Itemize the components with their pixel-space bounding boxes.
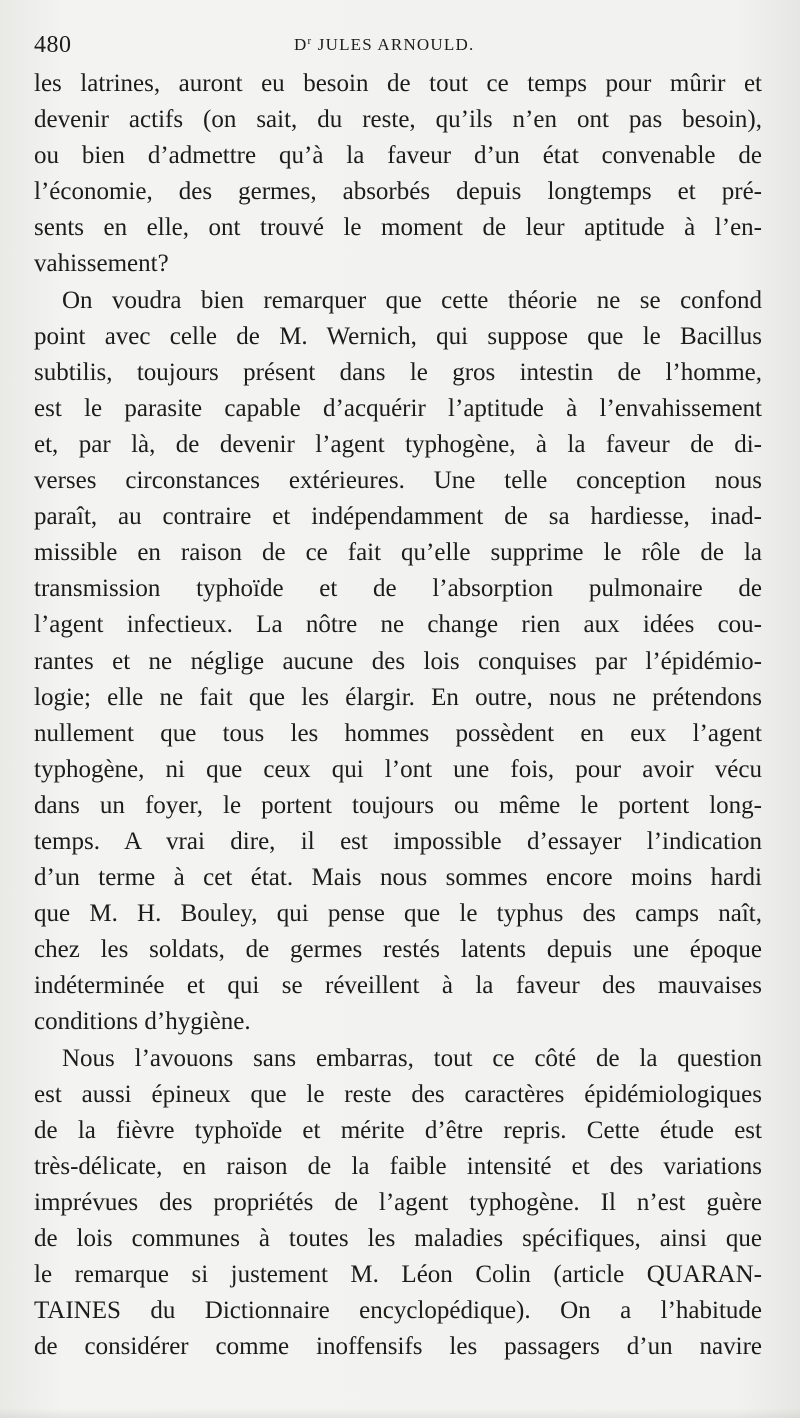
- text-line: le remarque si justement M. Léon Colin (article QUARAN-: [34, 1261, 762, 1289]
- text-line: missible en raison de ce fait qu’elle supprime le rôle de la: [34, 539, 762, 567]
- text-line: de la fièvre typhoïde et mérite d’être repris. Cette étude est: [34, 1116, 762, 1144]
- text-line: nullement que tous les hommes possèdent en eux l’agent: [34, 719, 762, 747]
- text-line: rantes et ne néglige aucune des lois conquises par l’épidémio-: [34, 647, 762, 675]
- text-line: point avec celle de M. Wernich, qui suppose que le Bacillus: [34, 322, 762, 350]
- text-line: l’agent infectieux. La nôtre ne change rien aux idées cou-: [34, 611, 762, 639]
- author-name: JULES ARNOULD.: [312, 35, 475, 54]
- text-line: conditions d’hygiène.: [34, 1008, 251, 1036]
- text-line: d’un terme à cet état. Mais nous sommes encore moins hardi: [34, 864, 762, 892]
- text-line: temps. A vrai dire, il est impossible d’essayer l’indication: [34, 827, 762, 855]
- text-line: TAINES du Dictionnaire encyclopédique). On a l’habitude: [34, 1297, 762, 1325]
- text-line: On voudra bien remarquer que cette théorie ne se confond: [62, 286, 762, 314]
- text-line: que M. H. Bouley, qui pense que le typhus des camps naît,: [34, 900, 762, 928]
- text-line: devenir actifs (on sait, du reste, qu’ils n’en ont pas besoin),: [34, 106, 762, 134]
- text-line: transmission typhoïde et de l’absorption pulmonaire de: [34, 575, 762, 603]
- text-line: les latrines, auront eu besoin de tout ce temps pour mûrir et: [34, 70, 762, 97]
- text-line: très-délicate, en raison de la faible intensité et des variations: [34, 1152, 762, 1180]
- text-line: logie; elle ne fait que les élargir. En outre, nous ne prétendons: [34, 683, 762, 711]
- text-line: typhogène, ni que ceux qui l’ont une fois, pour avoir vécu: [34, 755, 762, 783]
- page-shadow: [0, 1408, 800, 1418]
- text-line: et, par là, de devenir l’agent typhogène, à la faveur de di-: [34, 430, 762, 458]
- text-line: vahissement?: [34, 250, 169, 278]
- text-line: chez les soldats, de germes restés latents depuis une époque: [34, 936, 762, 964]
- text-line: de lois communes à toutes les maladies spécifiques, ainsi que: [34, 1225, 762, 1252]
- page-number: 480: [34, 32, 72, 58]
- text-line: indéterminée et qui se réveillent à la faveur des mauvaises: [34, 972, 762, 1000]
- text-line: Nous l’avouons sans embarras, tout ce côté de la question: [62, 1044, 762, 1072]
- author-prefix: D: [294, 35, 308, 54]
- text-line: de considérer comme inoffensifs les passagers d’un navire: [34, 1333, 762, 1361]
- author-sup: r: [307, 35, 313, 47]
- author-header: [294, 35, 474, 55]
- text-line: sents en elle, ont trouvé le moment de leur aptitude à l’en-: [34, 214, 762, 242]
- text-line: dans un foyer, le portent toujours ou même le portent long-: [34, 791, 762, 819]
- body-text: [34, 66, 762, 1365]
- text-line: imprévues des propriétés de l’agent typhogène. Il n’est guère: [34, 1188, 762, 1216]
- text-line: est le parasite capable d’acquérir l’aptitude à l’envahissement: [34, 394, 762, 422]
- text-line: ou bien d’admettre qu’à la faveur d’un état convenable de: [34, 142, 762, 170]
- text-line: paraît, au contraire et indépendamment de sa hardiesse, inad-: [34, 503, 762, 531]
- text-line: l’économie, des germes, absorbés depuis longtemps et pré-: [34, 178, 762, 206]
- running-head: [32, 28, 768, 64]
- text-line: est aussi épineux que le reste des caractères épidémiologiques: [34, 1080, 762, 1108]
- text-line: subtilis, toujours présent dans le gros intestin de l’homme,: [34, 358, 762, 386]
- text-line: verses circonstances extérieures. Une telle conception nous: [34, 467, 762, 495]
